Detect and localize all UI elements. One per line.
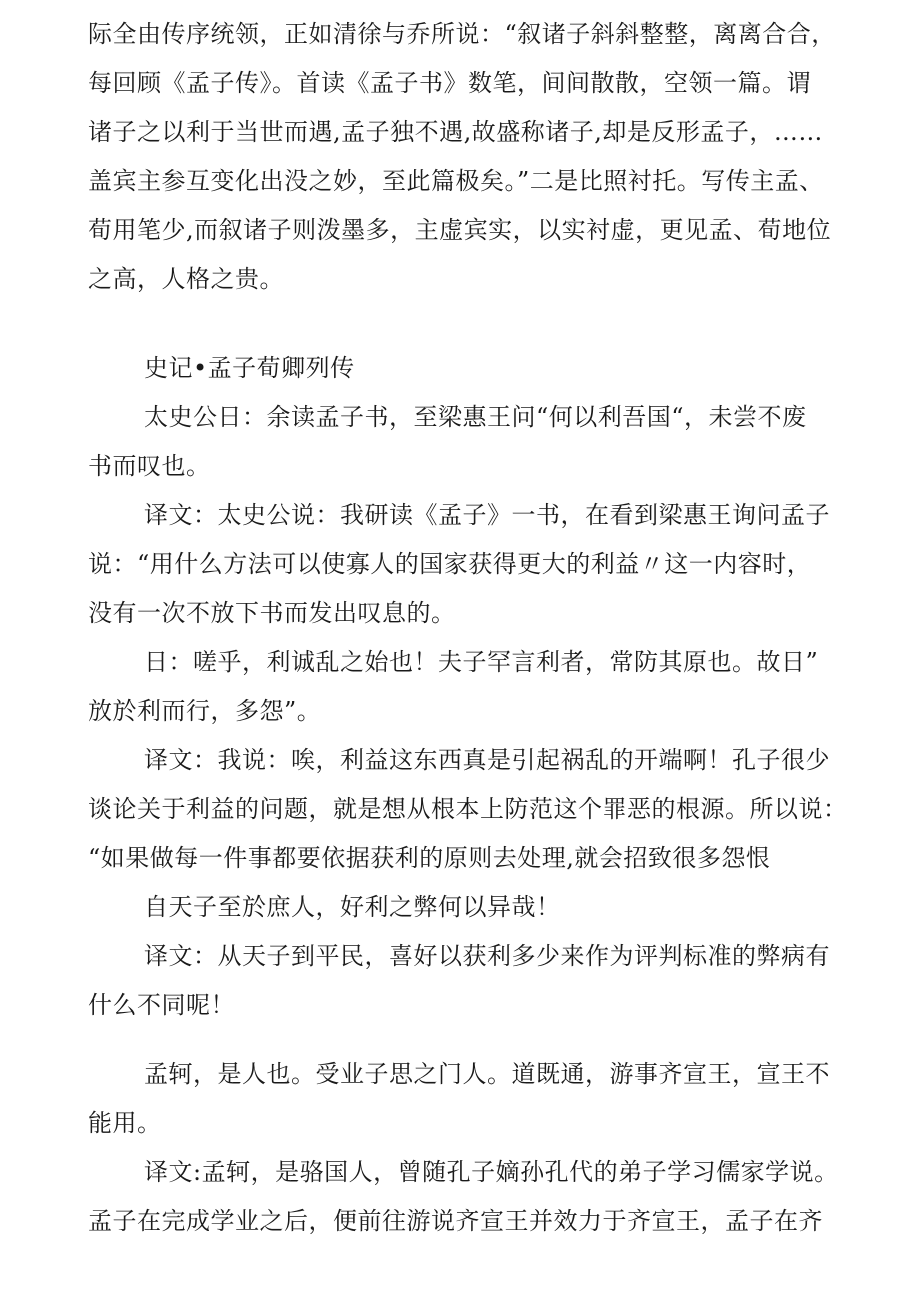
paragraph xyxy=(88,638,848,736)
paragraph xyxy=(88,393,848,491)
paragraph xyxy=(88,736,848,883)
text-line: 孟轲，是人也。受业子思之门人。道既通，游事齐宣王，宣王不 xyxy=(144,1060,830,1088)
text-line: 说：“用什么方法可以使寡人的国家获得更大的利益〃这一内容时， xyxy=(88,550,812,578)
text-line: 盖宾主参互变化出没之妙，至此篇极矣。”二是比照衬托。写传主孟、 xyxy=(88,167,824,195)
text-line: 每回顾《孟子传》。首读《孟子书》数笔，间间散散，空领一篇。谓 xyxy=(88,69,811,97)
intro-paragraph xyxy=(88,10,848,304)
text-line: 能用。 xyxy=(88,1109,162,1137)
text-line: 译文：太史公说：我研读《孟子》一书，在看到梁惠王询问孟子 xyxy=(144,501,830,529)
text-line: 自天子至於庶人，好利之弊何以异哉！ xyxy=(144,893,561,921)
paragraph xyxy=(88,1148,848,1246)
text-line: 放於利而行，多怨”。 xyxy=(88,697,322,725)
spacer xyxy=(88,1030,848,1050)
paragraph xyxy=(88,1050,848,1148)
text-line: 译文：从天子到平民，喜好以获利多少来作为评判标准的弊病有 xyxy=(144,942,830,970)
text-line: 际全由传序统领，正如清徐与乔所说：“叙诸子斜斜整整，离离合合， xyxy=(88,20,836,48)
text-line: 荀用笔少,而叙诸子则泼墨多，主虚宾实，以实衬虚，更见孟、荀地位 xyxy=(88,216,832,244)
section-title: 史记•孟子荀卿列传 xyxy=(144,354,355,382)
document-page xyxy=(88,10,848,1246)
paragraph xyxy=(88,491,848,638)
text-line: 没有一次不放下书而发出叹息的。 xyxy=(88,599,456,627)
text-line: 之高，人格之贵。 xyxy=(88,265,284,293)
text-line: 诸子之以利于当世而遇,孟子独不遇,故盛称诸子,却是反形孟子，…… xyxy=(88,118,823,146)
text-line: “如果做每一件事都要依据获利的原则去处理,就会招致很多怨恨 xyxy=(88,844,771,872)
text-line: 什么不同呢！ xyxy=(88,991,235,1019)
paragraph xyxy=(88,883,848,932)
text-line: 孟子在完成学业之后，便前往游说齐宣王并效力于齐宣王，孟子在齐 xyxy=(88,1207,823,1235)
text-line: 书而叹也。 xyxy=(88,452,211,480)
text-line: 日：嗟乎，利诚乱之始也！夫子罕言利者，常防其原也。故日” xyxy=(144,648,819,676)
text-line: 太史公日：余读孟子书，至梁惠王问“何以利吾国“，未尝不废 xyxy=(144,403,807,431)
text-line: 谈论关于利益的问题，就是想从根本上防范这个罪恶的根源。所以说： xyxy=(88,795,848,823)
text-line: 译文：我说：唉，利益这东西真是引起祸乱的开端啊！孔子很少 xyxy=(144,746,830,774)
paragraph xyxy=(88,932,848,1030)
text-line: 译文:孟轲，是骆国人，曾随孔子嫡孙孔代的弟子学习儒家学说。 xyxy=(144,1158,839,1186)
spacer xyxy=(88,304,848,344)
